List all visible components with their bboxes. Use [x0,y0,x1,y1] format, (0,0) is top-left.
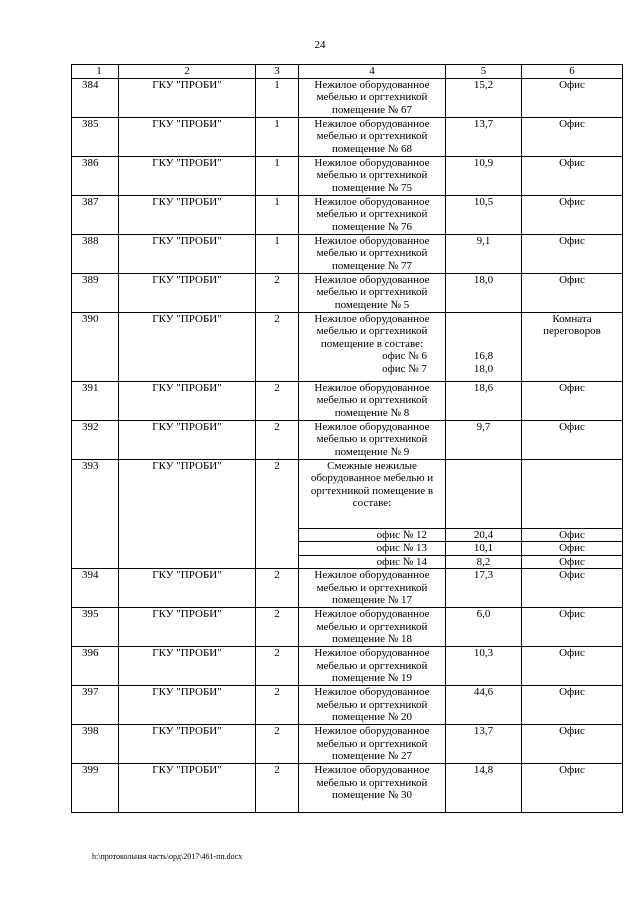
floor: 2 [256,608,299,647]
organization: ГКУ "ПРОБИ" [119,459,256,569]
cell-line: Нежилое оборудованное [314,78,430,91]
floor: 2 [256,764,299,813]
area: 9,7 [446,420,522,459]
organization: ГКУ "ПРОБИ" [119,647,256,686]
cell-line: мебелью и оргтехникой [316,325,428,337]
column-number: 1 [72,65,119,79]
table-row [72,78,623,117]
organization: ГКУ "ПРОБИ" [119,273,256,312]
table-row [72,312,623,381]
usage: Офис [522,686,623,725]
column-number: 6 [522,65,623,79]
room-description [299,156,446,195]
organization: ГКУ "ПРОБИ" [119,78,256,117]
room-description [299,420,446,459]
room-description [299,686,446,725]
cell-line: офис № 7 [382,362,427,375]
sub-room-description: офис № 12 [299,528,446,542]
floor: 1 [256,78,299,117]
room-description [299,381,446,420]
cell-line: мебелью и оргтехникой [316,776,428,789]
cell-line: Нежилое оборудованное [314,312,430,325]
area: 13,7 [446,117,522,156]
table-row [72,234,623,273]
cell-line: мебелью и оргтехникой [316,130,428,142]
cell-line: мебелью и оргтехникой [316,394,428,406]
cell-line: Нежилое оборудованное [314,156,430,169]
row-number: 387 [72,195,119,234]
table-row [72,381,623,420]
cell-line: Нежилое оборудованное [314,195,430,208]
usage: Офис [522,420,623,459]
cell-line: мебелью и оргтехникой [316,247,428,259]
cell-line: составе: [352,497,392,509]
row-number: 396 [72,647,119,686]
cell-line: Нежилое оборудованное [314,764,430,776]
floor: 2 [256,725,299,764]
row-number: 395 [72,608,119,647]
usage: Офис [522,117,623,156]
usage: Офис [522,725,623,764]
cell-line: помещение № 68 [331,142,413,155]
table-row [72,273,623,312]
cell-line: помещение № 19 [331,672,413,684]
row-number: 391 [72,381,119,420]
organization: ГКУ "ПРОБИ" [119,569,256,608]
room-description [299,608,446,647]
organization: ГКУ "ПРОБИ" [119,195,256,234]
cell-line: оргтехникой помещение в [310,484,434,497]
cell-line: мебелью и оргтехникой [316,620,428,633]
row-number: 399 [72,764,119,813]
table-row [72,686,623,725]
floor: 1 [256,195,299,234]
footer-file-path: h:\протокольная часть\орд\2017\461-пп.docx [92,852,243,861]
floor: 2 [256,273,299,312]
usage: Офис [522,764,623,813]
cell-line: помещение № 76 [331,220,413,233]
property-table [71,64,623,813]
area: 15,2 [446,78,522,117]
cell-line [448,338,519,351]
row-number: 386 [72,156,119,195]
cell-line: помещение № 18 [331,633,413,645]
cell-line: Нежилое оборудованное [314,381,430,394]
cell-line: мебелью и оргтехникой [316,91,428,103]
column-number: 5 [446,65,522,79]
usage: Офис [522,195,623,234]
room-description [299,459,446,528]
organization: ГКУ "ПРОБИ" [119,420,256,459]
cell-line: мебелью и оргтехникой [316,581,428,594]
sub-area: 20,4 [446,528,522,542]
usage: Офис [522,608,623,647]
organization: ГКУ "ПРОБИ" [119,156,256,195]
room-description [299,234,446,273]
cell-line: мебелью и оргтехникой [316,208,428,220]
row-number: 384 [72,78,119,117]
floor: 2 [256,686,299,725]
cell-line: мебелью и оргтехникой [316,737,428,750]
row-number: 394 [72,569,119,608]
table-row [72,608,623,647]
cell-line: мебелью и оргтехникой [316,169,428,181]
cell-line [448,325,519,338]
row-number: 398 [72,725,119,764]
area: 17,3 [446,569,522,608]
organization: ГКУ "ПРОБИ" [119,234,256,273]
cell-line: помещение в составе: [320,337,424,350]
area: 9,1 [446,234,522,273]
sub-usage: Офис [522,555,623,569]
floor: 2 [256,312,299,381]
room-description [299,117,446,156]
sub-usage: Офис [522,528,623,542]
area: 13,7 [446,725,522,764]
column-number: 2 [119,65,256,79]
floor: 1 [256,234,299,273]
table-row [72,725,623,764]
row-number: 388 [72,234,119,273]
cell-line: помещение № 5 [334,298,410,311]
floor: 2 [256,459,299,569]
cell-line: помещение № 17 [331,594,413,606]
room-description [299,725,446,764]
cell-line: Нежилое оборудованное [314,420,430,433]
organization: ГКУ "ПРОБИ" [119,608,256,647]
cell-line: помещение № 67 [331,103,413,116]
area: 10,3 [446,647,522,686]
room-description [299,647,446,686]
cell-line: Нежилое оборудованное [314,569,430,581]
column-number: 3 [256,65,299,79]
area: 44,6 [446,686,522,725]
cell-line: помещение № 75 [331,181,413,194]
organization: ГКУ "ПРОБИ" [119,381,256,420]
organization: ГКУ "ПРОБИ" [119,117,256,156]
cell-line: помещение № 30 [331,789,413,801]
table-row [72,117,623,156]
cell-line: помещение № 20 [331,711,413,723]
table-row [72,156,623,195]
usage: Офис [522,381,623,420]
area [446,459,522,528]
room-description [299,78,446,117]
column-number: 4 [299,65,446,79]
cell-line: помещение № 27 [331,750,413,762]
cell-line: Нежилое оборудованное [314,234,430,247]
cell-line: помещение № 9 [334,445,410,458]
cell-line: Нежилое оборудованное [314,647,430,659]
cell-line: Нежилое оборудованное [314,117,430,130]
sub-usage: Офис [522,542,623,556]
floor: 1 [256,117,299,156]
cell-line: мебелью и оргтехникой [316,286,428,298]
area: 18,0 [446,273,522,312]
floor: 1 [256,156,299,195]
usage: Офис [522,78,623,117]
cell-line [448,313,519,326]
row-number: 393 [72,459,119,569]
cell-line: Нежилое оборудованное [314,686,430,698]
sub-area: 10,1 [446,542,522,556]
floor: 2 [256,420,299,459]
area: 10,5 [446,195,522,234]
cell-line: мебелью и оргтехникой [316,698,428,711]
sub-room-description: офис № 14 [299,555,446,569]
organization: ГКУ "ПРОБИ" [119,686,256,725]
row-number: 392 [72,420,119,459]
table-row [72,459,623,528]
sub-area: 8,2 [446,555,522,569]
cell-line: мебелью и оргтехникой [316,659,428,672]
cell-line: Смежные нежилые [327,459,417,472]
organization: ГКУ "ПРОБИ" [119,764,256,813]
cell-line: Нежилое оборудованное [314,273,430,286]
table-row [72,569,623,608]
page-number: 24 [314,39,326,51]
usage: Комната переговоров [522,312,623,381]
usage: Офис [522,273,623,312]
cell-line: 16,8 [473,350,494,362]
organization: ГКУ "ПРОБИ" [119,312,256,381]
usage: Офис [522,234,623,273]
organization: ГКУ "ПРОБИ" [119,725,256,764]
floor: 2 [256,381,299,420]
table-row [72,647,623,686]
row-number: 397 [72,686,119,725]
row-number: 390 [72,312,119,381]
usage: Офис [522,156,623,195]
cell-line: Нежилое оборудованное [314,608,430,620]
cell-line: оборудованное мебелью и [310,472,434,484]
cell-line: 18,0 [473,362,494,375]
row-number: 389 [72,273,119,312]
sub-room-description: офис № 13 [299,542,446,556]
area: 6,0 [446,608,522,647]
floor: 2 [256,647,299,686]
table-row [72,764,623,813]
room-description [299,273,446,312]
usage: Офис [522,569,623,608]
room-description [299,569,446,608]
cell-line: помещение № 8 [334,406,410,419]
row-number: 385 [72,117,119,156]
area: 18,6 [446,381,522,420]
table-row [72,195,623,234]
table-row [72,420,623,459]
cell-line: мебелью и оргтехникой [316,433,428,445]
column-number-row [72,65,623,79]
area [446,312,522,381]
floor: 2 [256,569,299,608]
area: 14,8 [446,764,522,813]
room-description [299,312,446,381]
usage [522,459,623,528]
cell-line: офис № 6 [382,350,427,362]
area: 10,9 [446,156,522,195]
room-description [299,195,446,234]
cell-line: Нежилое оборудованное [314,725,430,737]
usage: Офис [522,647,623,686]
room-description [299,764,446,813]
cell-line: помещение № 77 [331,259,413,272]
